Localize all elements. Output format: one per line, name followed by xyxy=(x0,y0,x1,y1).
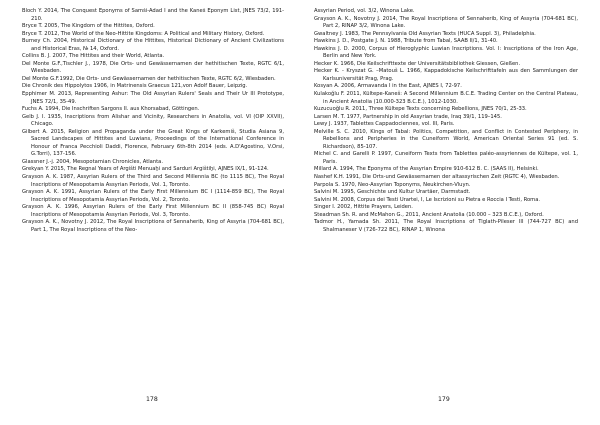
reference-entry: Grayson A. K. 1987, Assyrian Rulers of the Third and Second Millennia BC (to 1115 BC), The Royal Inscriptions of Mesopotamia Assyrian Periods, Vol. 1, Toronto. xyxy=(22,174,284,188)
reference-entry: Melville S. C. 2010, Kings of Tabal: Politics, Competition, and Conflict in Contested Periphery, in Rebellions and Peripheries in the Cuneiform World, American Oriental Series 91 (ed. S. Richardson), 85-107. xyxy=(314,128,578,150)
reference-entry: Gilbert A. 2015, Religion and Propaganda under the Great Kings of Karkemiš, Studia Asiana 9, Sacred Landscapes of Hittites and Luwians, Proceedings of the International Conference in Honour of Franca Pecchioli Daddi, Florence, February 6th-8th 2014 (eds. A.D'Agostino, V.Orsi, G.Torri), 137-156. xyxy=(22,128,284,158)
bibliography-list-right xyxy=(314,8,578,234)
reference-entry: Gwaltney J. 1983, The Pennsylvania Old Assyrian Texts (HUCA Suppl. 3), Philadelphia. xyxy=(314,30,536,37)
reference-entry: Parpola S. 1970, Neo-Assyrian Toponyms, Neukirchen-Vluyn. xyxy=(314,181,471,188)
reference-entry: Larsen M. T. 1977, Partnership in old Assyrian trade, Iraq 39/1, 119–145. xyxy=(314,113,502,120)
reference-entry: Bloch Y. 2014, The Conquest Eponyms of Šamši-Adad I and the Kaneš Eponym List, JNES 73/2, 191-210. xyxy=(22,8,284,22)
reference-entry: Hawkins J. D., Postgate J. N. 1988, Tribute from Tabal, SAAB II/1, 31-40. xyxy=(314,38,498,45)
right-page xyxy=(314,8,578,392)
reference-entry: Collins B. J. 2007, The Hittites and their World, Atlanta. xyxy=(22,53,165,60)
reference-entry: Del Monte G.F.1992, Die Orts- und Gewässernamen der hethitischen Texte, RGTC 6/2, Wiesbaden. xyxy=(22,75,276,82)
reference-entry: Bryce T. 2012, The World of the Neo-Hittite Kingdoms: A Political and Military History, Oxford. xyxy=(22,30,265,37)
reference-entry: Kuzucuoğlu R. 2011, Three Kültepe Texts concerning Rebellions, JNES 70/1, 25-33. xyxy=(314,106,527,113)
reference-entry: Grayson A. K., Novotny J. 2014, The Royal Inscriptions of Sennaherib, King of Assyria (704-681 BC), Part 2, RINAP 3/2, Winona Lake. xyxy=(314,15,578,30)
reference-entry: Bryce T. 2005, The Kingdom of the Hittites, Oxford. xyxy=(22,23,155,30)
reference-entry: Grayson A. K. 1991, Assyrian Rulers of the Early First Millennium BC I (1114-859 BC), The Royal Inscriptions of Mesopotamia Assyrian Periods, Vol. 2, Toronto. xyxy=(22,189,284,203)
reference-entry: Steadman Sh. R. and McMahon G., 2011, Ancient Anatolia (10.000 – 323 B.C.E.), Oxford. xyxy=(314,211,544,218)
reference-entry: Grayson A. K., Novotny J. 2012, The Royal Inscriptions of Sennaherib, King of Assyria (704-681 BC), Part 1, The Royal Inscriptions of the Neo- xyxy=(22,219,284,233)
reference-entry: Singer I. 2002, Hittite Prayers, Leiden. xyxy=(314,204,413,211)
reference-entry: Gelb J. I. 1935, Inscriptions from Alishar and Vicinity, Researchers in Anatolia, vol. VI (OIP XXVII), Chicago. xyxy=(22,113,284,128)
reference-entry: Lewy J. 1937, Tablettes Cappadociennes, vol. III, Paris. xyxy=(314,121,455,128)
reference-entry: Assyrian Period, vol. 3/2, Winona Lake. xyxy=(314,8,415,14)
reference-entry: Fuchs A. 1994, Die Inschriften Sargons II. aus Khorsabad, Göttingen. xyxy=(22,106,200,113)
bibliography-list-left xyxy=(22,8,284,234)
page-number-left: 178 xyxy=(146,396,158,403)
page-number-right: 179 xyxy=(438,396,450,403)
reference-entry: Tadmor H., Yamada Sh. 2011, The Royal Inscriptions of Tiglath-Pileser III (744-727 BC) and Shalmaneser V (726-722 BC), RINAP 1, Winona xyxy=(314,219,578,233)
reference-entry: Kulakoğlu F. 2011, Kültepe-Kaneš: A Second Millennium B.C.E. Trading Center on the Central Plateau, in Ancient Anatolia (10.000-323 B.C.E.), 1012-1030. xyxy=(314,91,578,105)
reference-entry: Hawkins J. D. 2000, Corpus of Hieroglyphic Luwian Inscriptions. Vol. I: Inscriptions of the Iron Age, Berlin and New York. xyxy=(314,45,578,60)
reference-entry: Kosyan A. 2006, Armavanda I in the East, AJNES I, 72-97. xyxy=(314,83,462,90)
reference-entry: Michel C. and Garelli P. 1997, Cuneiform Texts from Tablettes paléo-assyriennes de Kültepe, vol. 1, Paris. xyxy=(314,151,578,165)
reference-entry: Nashef K.H. 1991, Die Orts-und Gewässernamen der altassyrischen Zeit (RGTC 4), Wiesbaden. xyxy=(314,174,560,181)
reference-entry: Burney Ch. 2004, Historical Dictionary of the Hittites, Historical Dictionary of Ancient Civilizations and Historical Eras, № 14, Oxford. xyxy=(22,38,284,52)
reference-entry: Die Chronik des Hippolytos 1906, in Matrinensis Graecus 121,von Adolf Bauer, Leipzig. xyxy=(22,83,248,90)
reference-entry: Hecker K. - Kryszat G. –Matouš L. 1966, Kappadokische Keilschrifttafeln aus den Sammlungen der Karlsuniversität Prag, Prag. xyxy=(314,68,578,82)
reference-entry: Salvini M. 1995, Geschichte und Kultur Urartäer, Darmstadt. xyxy=(314,189,471,196)
reference-entry: Glassner J.-j. 2004, Mesopotamian Chronicles, Atlanta. xyxy=(22,158,164,165)
reference-entry: Millard A. 1994, The Eponyms of the Assyrian Empire 910-612 B. C. (SAAS II), Helsinki. xyxy=(314,166,539,173)
reference-entry: Del Monte G.F.,Tischler J., 1978, Die Orts- und Gewässernamen der hethitischen Texte, RGTC 6/1, Wiesbaden. xyxy=(22,60,284,75)
reference-entry: Grayson A. K. 1996, Assyrian Rulers of the Early First Millennium BC II (858-745 BC) Royal Inscriptions of Mesopotamia Assyrian Periods, Vol. 3, Toronto. xyxy=(22,204,284,218)
reference-entry: Grekyan Y. 2015, The Regnal Years of Argišti Menuaḫi and Sarduri Argištiḫi, AJNES IX/1, 91-124. xyxy=(22,166,269,173)
reference-entry: Epphimer M. 2013, Representing Ashur: The Old Assyrian Rulers' Seals and Their Ur III Prototype, JNES 72/1, 35-49. xyxy=(22,91,284,105)
reference-entry: Salvini M. 2008, Corpus dei Testi Urartei, I, Le Iscrizioni su Pietra e Roccia I Testi, Roma. xyxy=(314,196,541,203)
left-page xyxy=(22,8,284,392)
reference-entry: Hecker K. 1966, Die Keilschrifttexte der Universitätsbibliothek Giessen, Gießen. xyxy=(314,60,521,67)
